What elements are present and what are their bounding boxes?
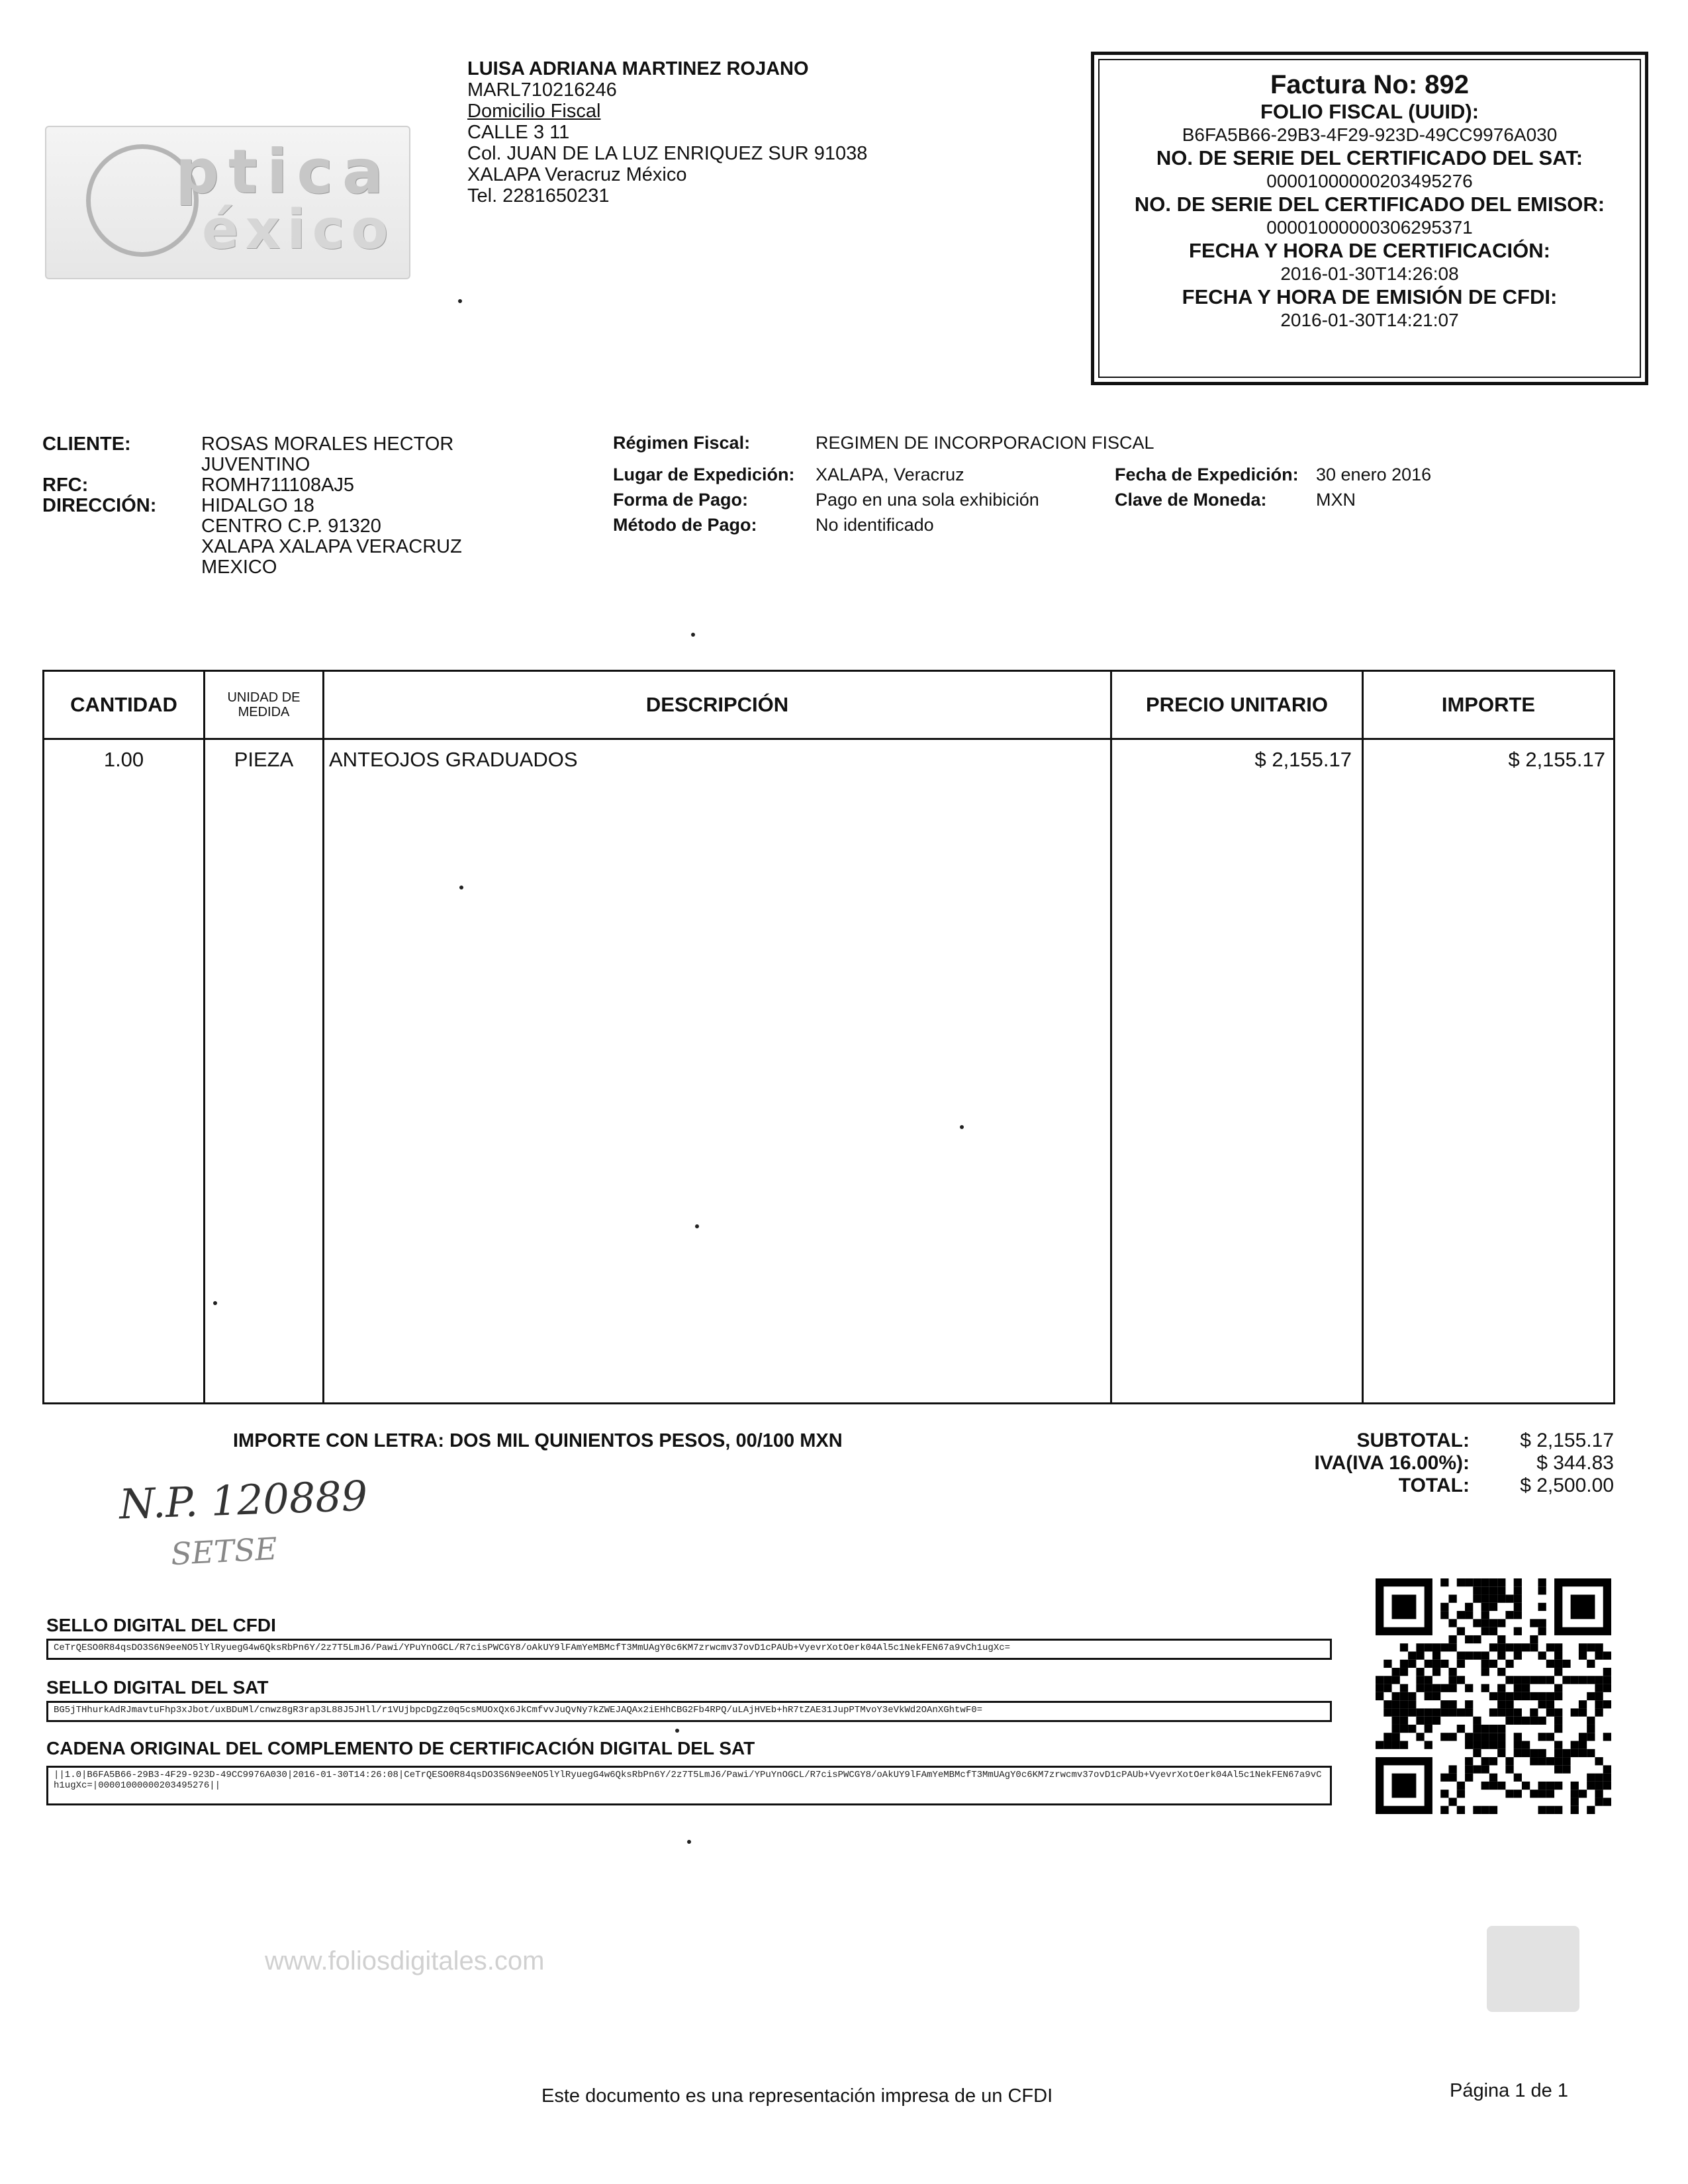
scan-speck bbox=[687, 1840, 691, 1844]
issuer-street: CALLE 3 11 bbox=[467, 122, 570, 143]
iva-value: $ 344.83 bbox=[1536, 1452, 1614, 1474]
handwritten-setse: SETSE bbox=[169, 1530, 279, 1572]
logo-text-top: ptica bbox=[175, 136, 393, 207]
sello-sat-label: SELLO DIGITAL DEL SAT bbox=[46, 1677, 269, 1698]
col-divider-2 bbox=[322, 672, 324, 1402]
cert-date-label: FECHA Y HORA DE CERTIFICACIÓN: bbox=[1189, 239, 1550, 262]
fecha-expedicion-label: Fecha de Expedición: bbox=[1115, 465, 1299, 484]
regimen-label: Régimen Fiscal: bbox=[613, 433, 751, 453]
factura-box bbox=[1091, 52, 1648, 385]
issuer-block bbox=[467, 58, 867, 206]
header-importe: IMPORTE bbox=[1441, 693, 1536, 716]
scan-speck bbox=[458, 299, 462, 303]
moneda-label: Clave de Moneda: bbox=[1115, 490, 1267, 510]
emision-date-value: 2016-01-30T14:21:07 bbox=[1280, 310, 1459, 330]
row-importe: $ 2,155.17 bbox=[1508, 748, 1605, 771]
client-block bbox=[201, 434, 462, 578]
handwritten-np: N.P. 120889 bbox=[118, 1471, 369, 1529]
client-name-2: JUVENTINO bbox=[201, 454, 310, 475]
row-precio: $ 2,155.17 bbox=[1254, 748, 1352, 771]
lugar-value: XALAPA, Veracruz bbox=[816, 465, 964, 484]
row-unidad: PIEZA bbox=[234, 748, 294, 771]
sat-cert-value: 00001000000203495276 bbox=[1266, 171, 1473, 191]
forma-pago-label: Forma de Pago: bbox=[613, 490, 749, 510]
importe-letra-label: IMPORTE CON LETRA: bbox=[233, 1430, 444, 1451]
total-label: TOTAL: bbox=[1398, 1475, 1470, 1496]
sello-cfdi-label: SELLO DIGITAL DEL CFDI bbox=[46, 1615, 276, 1635]
pac-seal-icon bbox=[1487, 1926, 1579, 2012]
iva-label: IVA(IVA 16.00%): bbox=[1314, 1452, 1470, 1474]
emisor-cert-value: 00001000000306295371 bbox=[1266, 217, 1473, 238]
total-value: $ 2,500.00 bbox=[1520, 1475, 1614, 1496]
cadena-label: CADENA ORIGINAL DEL COMPLEMENTO DE CERTIFICACIÓN DIGITAL DEL SAT bbox=[46, 1738, 755, 1758]
client-dir-1: HIDALGO 18 bbox=[201, 495, 314, 516]
cadena-box: ||1.0|B6FA5B66-29B3-4F29-923D-49CC9976A030|2016-01-30T14:26:08|CeTrQESO0R84qsDO3S6N9eeNO5lYlRyuegG4w6QksRbPn6Y/2z7T5LmJ6/Pawi/YPuYnOGCL/R7cisPWCGY8/oAkUY9lFAmYeMBMcfT3MmUAgY0c6KM7zrwcmv37ovD1cPAUb+VyevrXotOerk04Al5c1NekFEN67a9vCh1ugXc=|00001000000203495276|| bbox=[46, 1766, 1332, 1805]
scan-speck bbox=[213, 1301, 217, 1305]
subtotal-label: SUBTOTAL: bbox=[1356, 1430, 1470, 1451]
sello-sat-box: BG5jTHhurkAdRJmavtuFhp3xJbot/uxBDuMl/cnwz8gR3rap3L88J5JHll/r1VUjbpcDgZz0q5csMUOxQx6JkCmfvvJuQvNy7kZWEJAQAx2iEHhCBG2Fb4RPQ/uLAjHVEb+hR7tZAE31JupPTMvoY3eVkWd2OAnXGhtwF0= bbox=[46, 1701, 1332, 1722]
scan-speck bbox=[675, 1729, 679, 1733]
col-divider-4 bbox=[1362, 672, 1364, 1402]
subtotal-value: $ 2,155.17 bbox=[1520, 1430, 1614, 1451]
items-table bbox=[42, 670, 1615, 1404]
cliente-label: CLIENTE: bbox=[42, 433, 131, 455]
issuer-phone: Tel. 2281650231 bbox=[467, 185, 610, 206]
col-divider-3 bbox=[1110, 672, 1112, 1402]
metodo-pago-value: No identificado bbox=[816, 515, 934, 535]
scan-speck bbox=[459, 886, 463, 889]
importe-letra-value: DOS MIL QUINIENTOS PESOS, 00/100 MXN bbox=[449, 1430, 843, 1451]
client-dir-3: XALAPA XALAPA VERACRUZ bbox=[201, 536, 462, 557]
regimen-value: REGIMEN DE INCORPORACION FISCAL bbox=[816, 433, 1154, 453]
rfc-label: RFC: bbox=[42, 475, 89, 496]
client-dir-4: MEXICO bbox=[201, 557, 277, 578]
header-precio: PRECIO UNITARIO bbox=[1146, 693, 1328, 716]
logo-text-bottom: éxico bbox=[202, 199, 395, 261]
header-unidad-line1: UNIDAD DE bbox=[227, 690, 301, 705]
emisor-cert-label: NO. DE SERIE DEL CERTIFICADO DEL EMISOR: bbox=[1134, 193, 1605, 216]
representation-note: Este documento es una representación impresa de un CFDI bbox=[541, 2085, 1053, 2107]
header-unidad bbox=[205, 672, 322, 738]
emision-date-label: FECHA Y HORA DE EMISIÓN DE CFDI: bbox=[1182, 285, 1558, 308]
header-cantidad: CANTIDAD bbox=[70, 693, 177, 716]
sello-cfdi-box: CeTrQESO0R84qsDO3S6N9eeNO5lYlRyuegG4w6QksRbPn6Y/2z7T5LmJ6/Pawi/YPuYnOGCL/R7cisPWCGY8/oAkUY9lFAmYeMBMcfT3MmUAgY0c6KM7zrwcmv37ovD1cPAUb+VyevrXotOerk04Al5c1NekFEN67a9vCh1ugXc= bbox=[46, 1639, 1332, 1660]
optica-mexico-logo bbox=[45, 126, 410, 279]
metodo-pago-label: Método de Pago: bbox=[613, 515, 757, 535]
moneda-value: MXN bbox=[1316, 490, 1356, 510]
scan-speck bbox=[691, 633, 695, 637]
uuid-label: FOLIO FISCAL (UUID): bbox=[1260, 100, 1479, 123]
client-dir-2: CENTRO C.P. 91320 bbox=[201, 516, 381, 537]
issuer-domicilio-label: Domicilio Fiscal bbox=[467, 101, 601, 122]
header-descripcion: DESCRIPCIÓN bbox=[645, 693, 789, 716]
factura-title: Factura No: 892 bbox=[1270, 70, 1470, 99]
lugar-label: Lugar de Expedición: bbox=[613, 465, 795, 484]
row-cantidad: 1.00 bbox=[103, 748, 144, 771]
sat-cert-label: NO. DE SERIE DEL CERTIFICADO DEL SAT: bbox=[1156, 146, 1583, 169]
uuid-value: B6FA5B66-29B3-4F29-923D-49CC9976A030 bbox=[1182, 124, 1558, 145]
page-number: Página 1 de 1 bbox=[1450, 2080, 1568, 2101]
row-descripcion: ANTEOJOS GRADUADOS bbox=[329, 748, 578, 771]
header-divider bbox=[44, 738, 1613, 740]
issuer-name: LUISA ADRIANA MARTINEZ ROJANO bbox=[467, 58, 809, 79]
client-name-1: ROSAS MORALES HECTOR bbox=[201, 433, 454, 455]
scan-speck bbox=[960, 1125, 964, 1129]
col-divider-1 bbox=[203, 672, 205, 1402]
client-rfc: ROMH711108AJ5 bbox=[201, 475, 355, 496]
issuer-rfc: MARL710216246 bbox=[467, 79, 617, 101]
qr-code bbox=[1376, 1578, 1611, 1814]
issuer-colonia: Col. JUAN DE LA LUZ ENRIQUEZ SUR 91038 bbox=[467, 143, 868, 164]
forma-pago-value: Pago en una sola exhibición bbox=[816, 490, 1039, 510]
website-watermark: www.foliosdigitales.com bbox=[265, 1946, 545, 1976]
scan-speck bbox=[695, 1224, 699, 1228]
header-unidad-line2: MEDIDA bbox=[238, 705, 290, 719]
direccion-label: DIRECCIÓN: bbox=[42, 495, 157, 516]
fecha-expedicion-value: 30 enero 2016 bbox=[1316, 465, 1432, 484]
importe-letra bbox=[233, 1430, 843, 1452]
cert-date-value: 2016-01-30T14:26:08 bbox=[1280, 263, 1459, 284]
issuer-city: XALAPA Veracruz México bbox=[467, 164, 687, 185]
